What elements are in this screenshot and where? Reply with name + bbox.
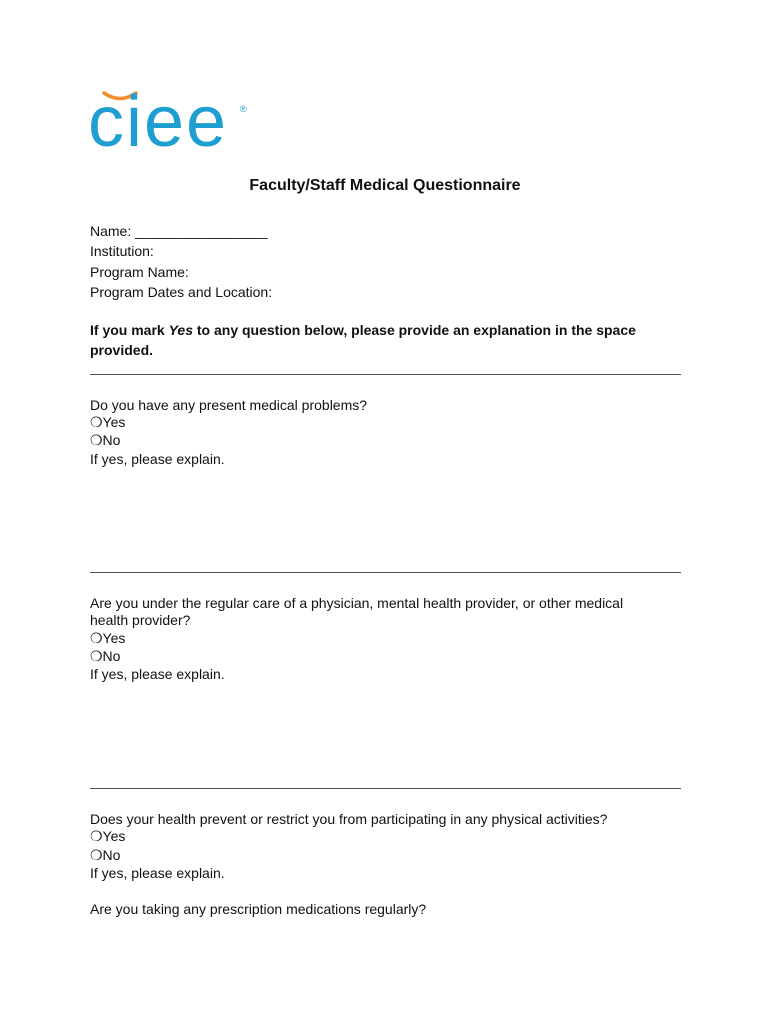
program-dates-location-field[interactable]: Program Dates and Location: bbox=[90, 284, 273, 300]
question-2-explain-label: If yes, please explain. bbox=[90, 666, 225, 682]
question-3-no-option[interactable]: ❍No bbox=[90, 847, 121, 863]
section-divider bbox=[90, 374, 681, 375]
question-2-text-line2: health provider? bbox=[90, 612, 191, 628]
question-1-no-option[interactable]: ❍No bbox=[90, 432, 121, 448]
logo-registered-mark: ® bbox=[240, 104, 247, 114]
question-4-text: Are you taking any prescription medications regularly? bbox=[90, 901, 427, 917]
question-2-no-option[interactable]: ❍No bbox=[90, 648, 121, 664]
logo-wordmark: ciee bbox=[88, 82, 229, 162]
name-field[interactable]: Name: _________________ bbox=[90, 223, 268, 239]
question-1-explain-label: If yes, please explain. bbox=[90, 451, 225, 467]
instruction-note: If you mark Yes to any question below, please provide an explanation in the space provided. bbox=[90, 322, 636, 358]
section-divider bbox=[90, 572, 681, 573]
question-2-text-line1: Are you under the regular care of a physician, mental health provider, or other medical bbox=[90, 595, 624, 611]
question-3-explain-label: If yes, please explain. bbox=[90, 865, 225, 881]
question-3-text: Does your health prevent or restrict you from participating in any physical activities? bbox=[90, 811, 608, 827]
question-1-yes-option[interactable]: ❍Yes bbox=[90, 414, 126, 430]
section-divider bbox=[90, 788, 681, 789]
question-3-yes-option[interactable]: ❍Yes bbox=[90, 828, 126, 844]
page-title: Faculty/Staff Medical Questionnaire bbox=[249, 177, 521, 194]
instruction-emphasis: Yes bbox=[168, 322, 193, 338]
institution-field[interactable]: Institution: bbox=[90, 243, 154, 259]
program-name-field[interactable]: Program Name: bbox=[90, 264, 189, 280]
ciee-logo bbox=[88, 82, 258, 163]
question-1-text: Do you have any present medical problems? bbox=[90, 397, 368, 413]
question-2-yes-option[interactable]: ❍Yes bbox=[90, 630, 126, 646]
